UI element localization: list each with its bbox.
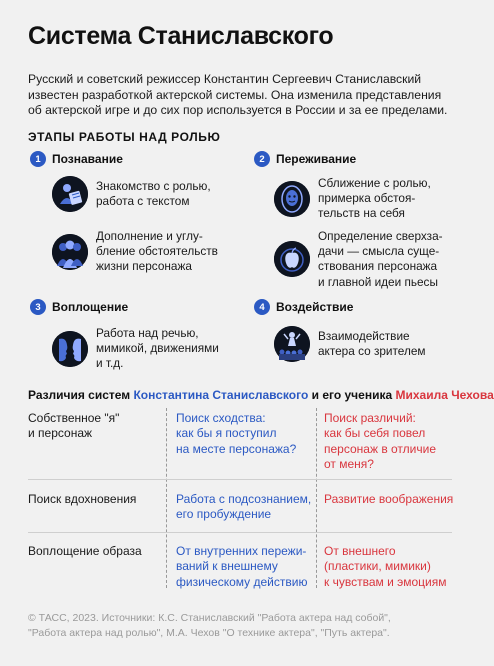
- two-faces-icon: [52, 331, 88, 367]
- stage-number-badge: 4: [254, 299, 270, 315]
- comparison-row-label: Воплощение образа: [28, 544, 142, 558]
- stage-number-badge: 2: [254, 151, 270, 167]
- mirror-face-icon: [274, 181, 310, 217]
- stage-item-text: Знакомство с ролью, работа с текстом: [96, 178, 211, 208]
- stage-1-header: [30, 151, 123, 167]
- row-divider: [28, 532, 452, 533]
- stage-2-header: [254, 151, 356, 167]
- stage-title: Переживание: [276, 152, 357, 166]
- stage-item-text: Определение сверхза- дачи — смысла суще- ствования персонажа и главной идеи пьесы: [318, 229, 443, 289]
- chekhov-cell: Развитие воображения: [324, 492, 454, 506]
- comparison-row-label: Поиск вдохновения: [28, 492, 137, 506]
- page-title: Система Станиславского: [28, 22, 334, 50]
- person-reading-icon: [52, 176, 88, 212]
- stage-item-text: Взаимодействие актера со зрителем: [318, 328, 426, 358]
- comparison-heading-text: Различия систем: [28, 388, 134, 402]
- chekhov-name: Михаила Чехова: [395, 388, 494, 402]
- stanislavsky-name: Константина Станиславского: [133, 388, 309, 402]
- stanislavsky-cell: Работа с подсознанием, его пробуждение: [176, 492, 312, 522]
- stages-heading: ЭТАПЫ РАБОТЫ НАД РОЛЬЮ: [28, 130, 221, 144]
- audience-icon: [274, 326, 310, 362]
- chekhov-cell: Поиск различий: как бы себя повел персонаж в отличие от меня?: [324, 411, 437, 472]
- stage-number-badge: 1: [30, 151, 46, 167]
- stage-item: [52, 326, 219, 372]
- stage-item-text: Дополнение и углу- бление обстоятельств жизни персонажа: [96, 229, 218, 274]
- column-divider: [316, 408, 317, 588]
- apple-target-icon: [274, 241, 310, 277]
- stage-item: [52, 229, 218, 275]
- comparison-row-label: Собственное "я" и персонаж: [28, 411, 120, 441]
- stage-item-text: Сближение с ролью, примерка обстоя- тельств на себя: [318, 176, 431, 221]
- stage-title: Воздействие: [276, 300, 354, 314]
- row-divider: [28, 479, 452, 480]
- sources-footer: © ТАСС, 2023. Источники: К.С. Станиславский "Работа актера над собой", "Работа актера над ролью", М.А. Чехов "О технике актера", "Путь актера".: [28, 612, 391, 639]
- stage-title: Познавание: [52, 152, 123, 166]
- stage-item: [274, 176, 431, 222]
- stanislavsky-cell: Поиск сходства: как бы я поступил на месте персонажа?: [176, 411, 297, 456]
- stage-4-header: [254, 299, 353, 315]
- column-divider: [166, 408, 167, 588]
- stage-item: [274, 326, 426, 362]
- intro-text: Русский и советский режиссер Константин Сергеевич Станиславский известен разработкой актерской системы. Она изменила представления об актерской игре и до сих пор используется в России и за ее пределами.: [28, 72, 448, 117]
- comparison-heading: [28, 388, 494, 402]
- stage-title: Воплощение: [52, 300, 129, 314]
- chekhov-cell: От внешнего (пластики, мимики) к чувствам и эмоциям: [324, 544, 447, 589]
- comparison-heading-text: и его ученика: [308, 388, 396, 402]
- person-silhouettes-icon: [52, 234, 88, 270]
- stage-item-text: Работа над речью, мимикой, движениями и т.д.: [96, 326, 219, 371]
- stage-item: [52, 176, 211, 212]
- stanislavsky-cell: От внутренних пережи- ваний к внешнему физическому действию: [176, 544, 308, 589]
- stage-3-header: [30, 299, 128, 315]
- stage-item: [274, 229, 443, 290]
- stage-number-badge: 3: [30, 299, 46, 315]
